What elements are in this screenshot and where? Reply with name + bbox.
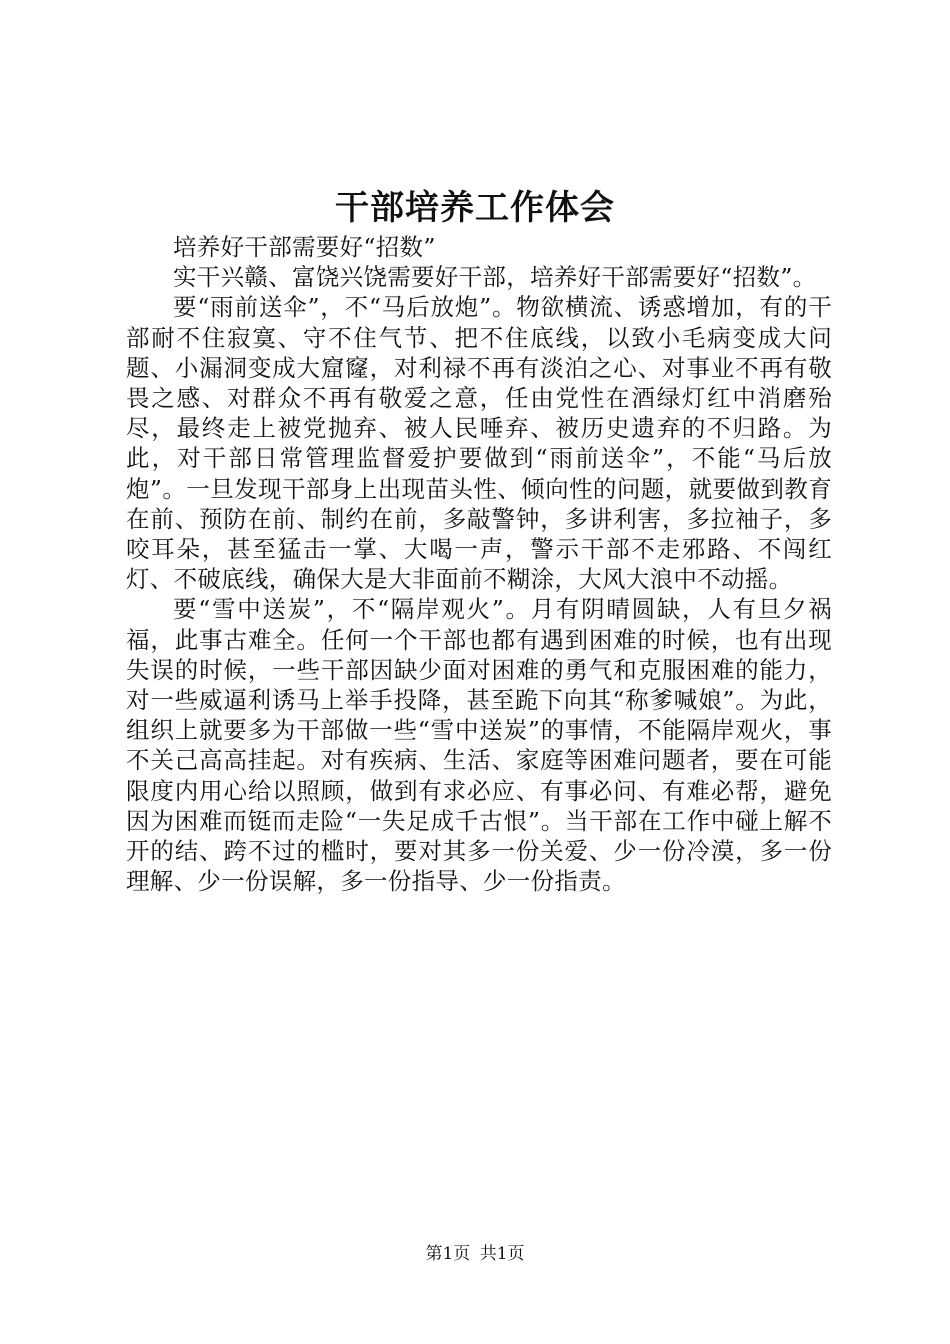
- paragraph-subtitle: 培养好干部需要好“招数”: [173, 233, 436, 261]
- page-number-current: 第1页: [425, 1244, 471, 1264]
- page-number-total: 共1页: [479, 1244, 525, 1264]
- page-footer: [0, 1242, 950, 1266]
- paragraph-umbrella: 要“雨前送伞”，不“马后放炮”。物欲横流、诱惑增加，有的干部耐不住寂寞、守不住气节、把不住底线，以致小毛病变成大问题、小漏洞变成大窟窿，对利禄不再有淡泊之心、对事业不再有敬畏之感、对群众不再有敬爱之意，任由党性在酒绿灯红中消磨殆尽，最终走上被党抛弃、被人民唾弃、被历史遗弃的不归路。为此，对干部日常管理监督爱护要做到“雨前送伞”，不能“马后放炮”。一旦发现干部身上出现苗头性、倾向性的问题，就要做到教育在前、预防在前、制约在前，多敲警钟，多讲利害，多拉袖子，多咬耳朵，甚至猛击一掌、大喝一声，警示干部不走邪路、不闯红灯、不破底线，确保大是大非面前不糊涂，大风大浪中不动摇。: [126, 293, 832, 594]
- paragraph-intro: 实干兴赣、富饶兴饶需要好干部，培养好干部需要好“招数”。: [173, 263, 817, 292]
- paragraph-charcoal: 要“雪中送炭”，不“隔岸观火”。月有阴晴圆缺，人有旦夕祸福，此事古难全。任何一个干部也都有遇到困难的时候，也有出现失误的时候，一些干部因缺少面对困难的勇气和克服困难的能力，对一些威逼利诱马上举手投降，甚至跪下向其“称爹喊娘”。为此，组织上就要多为干部做一些“雪中送炭”的事情，不能隔岸观火，事不关己高高挂起。对有疾病、生活、家庭等困难问题者，要在可能限度内用心给以照顾，做到有求必应、有事必问、有难必帮，避免因为困难而铤而走险“一失足成千古恨”。当干部在工作中碰上解不开的结、跨不过的槛时，要对其多一份关爱、少一份冷漠，多一份理解、少一份误解，多一份指导、少一份指责。: [126, 595, 832, 896]
- document-body: [126, 232, 832, 896]
- page-title: 干部培养工作体会: [335, 188, 615, 228]
